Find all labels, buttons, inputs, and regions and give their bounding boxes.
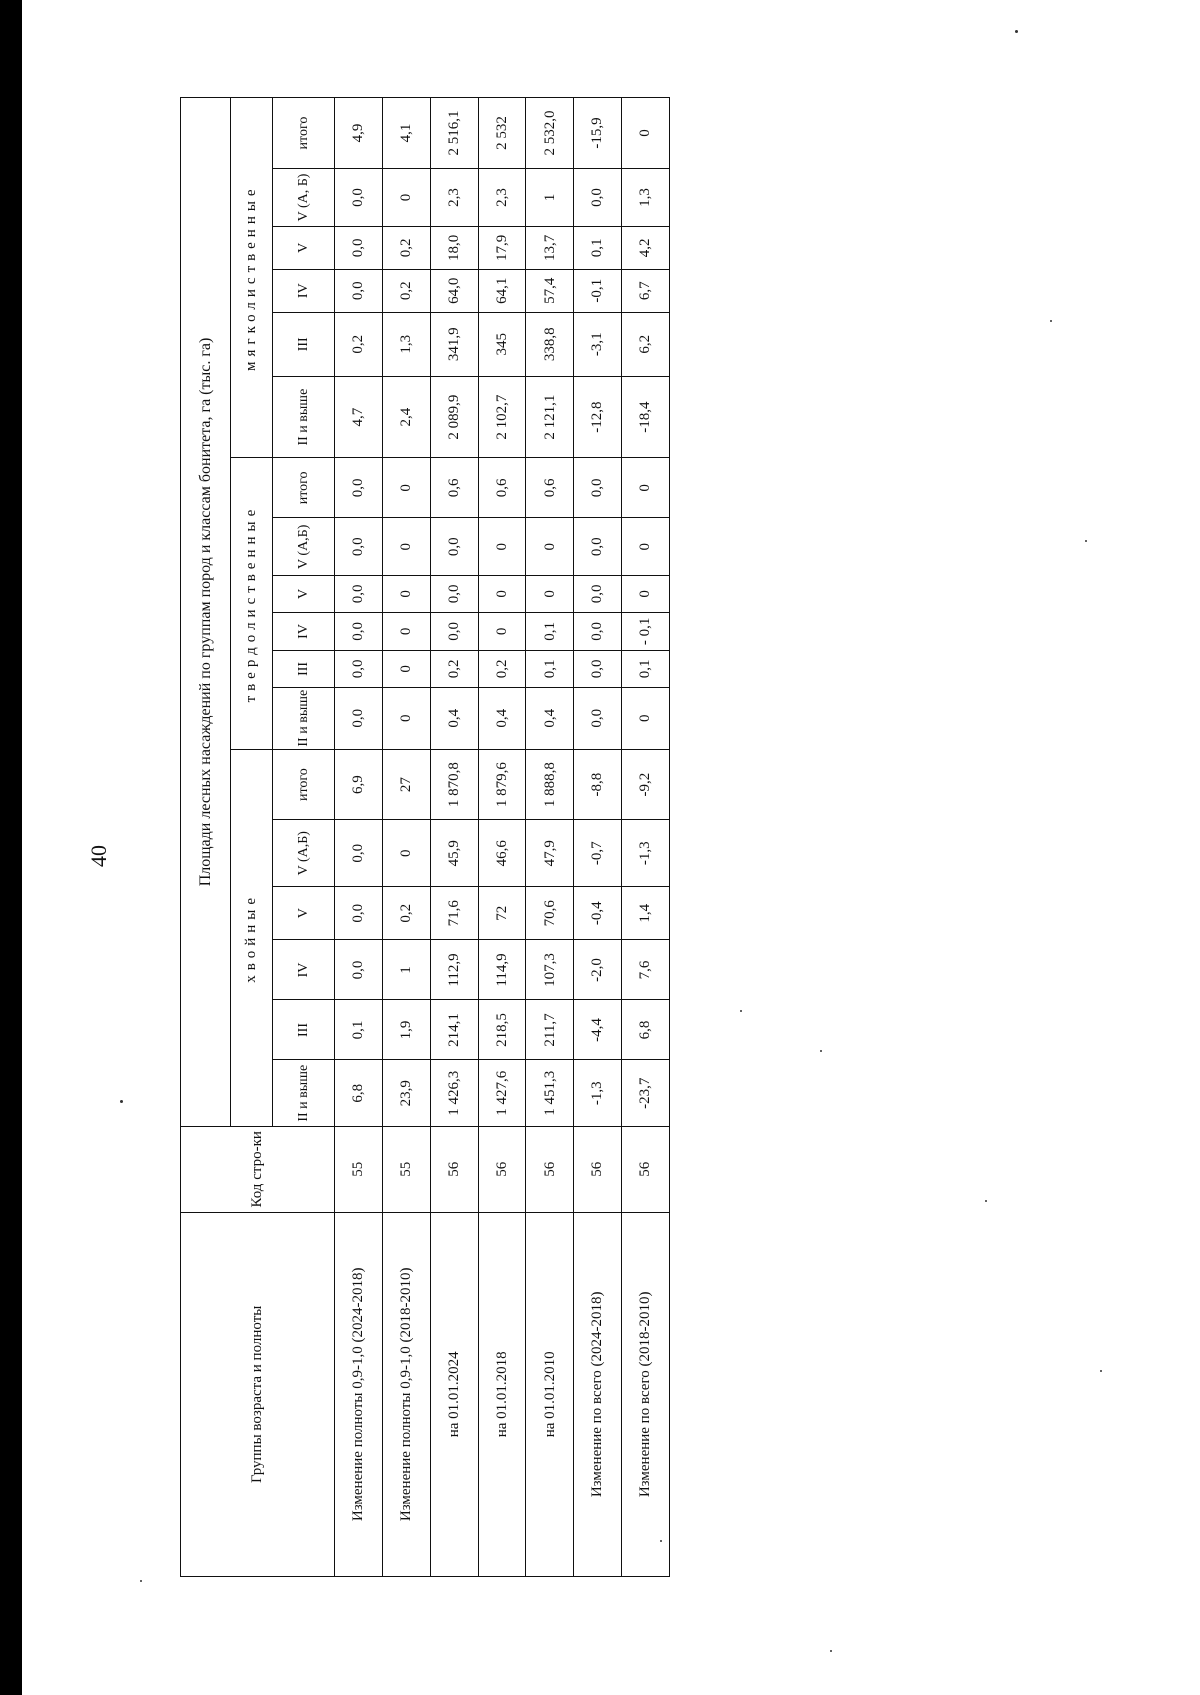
table-cell: 17,9 [478,226,526,269]
scan-speck [660,1540,662,1542]
table-cell: 0 [382,576,430,612]
table-cell: 2,3 [430,169,478,227]
bonitet-class-header: итого [273,749,335,820]
table-row [574,98,622,1577]
table-cell: 2,3 [478,169,526,227]
table-cell: 0,4 [478,687,526,749]
table-cell: 2,4 [382,376,430,457]
species-group-header: твердолиственные [231,458,273,749]
table-cell: 0 [622,98,670,169]
table-cell: 0,0 [335,687,383,749]
table-cell: 0,0 [335,576,383,612]
table-cell: 0,0 [574,651,622,687]
scan-speck [830,1650,832,1652]
bonitet-class-header: IV [273,940,335,1000]
table-cell: 341,9 [430,312,478,376]
page-number: 40 [86,845,111,867]
scan-speck [740,1010,742,1012]
bonitet-class-header: IV [273,612,335,651]
table-cell: 0 [382,518,430,576]
table-cell: 0,0 [335,940,383,1000]
table-cell: 0,0 [430,612,478,651]
table-cell: 13,7 [526,226,574,269]
table-cell: 0 [478,576,526,612]
table-cell: 0,4 [526,687,574,749]
row-label: на 01.01.2024 [430,1212,478,1576]
table-cell: 0 [622,518,670,576]
table-cell: 0 [526,576,574,612]
table-cell: 2 532,0 [526,98,574,169]
table-cell: 64,1 [478,269,526,312]
species-group-header: хвойные [231,749,273,1126]
table-cell: 1 426,3 [430,1060,478,1126]
table-cell: 0,6 [478,458,526,518]
table-row [335,98,383,1577]
table-cell: 211,7 [526,1000,574,1060]
bonitet-class-header: II и выше [273,687,335,749]
table-cell: 0,0 [574,687,622,749]
table-cell: 0,1 [574,226,622,269]
table-cell: 27 [382,749,430,820]
table-cell: -3,1 [574,312,622,376]
table-cell: 70,6 [526,886,574,940]
table-cell: 45,9 [430,820,478,886]
scan-speck [1050,320,1052,322]
table-cell: 0,0 [574,458,622,518]
table-cell: 6,8 [622,1000,670,1060]
bonitet-class-header: II и выше [273,1060,335,1126]
table-cell: -12,8 [574,376,622,457]
row-code: 56 [430,1126,478,1212]
table-cell: 0,1 [622,651,670,687]
table-cell: 4,2 [622,226,670,269]
header-groups-label: Группы возраста и полноты [181,1212,335,1576]
table-cell: 0 [382,612,430,651]
table-cell: 0 [382,687,430,749]
table-cell: 0 [526,518,574,576]
rotated-table-container [180,97,670,1577]
table-cell: 1,3 [622,169,670,227]
table-cell: -0,7 [574,820,622,886]
table-cell: 0,2 [382,226,430,269]
row-code: 56 [622,1126,670,1212]
table-wrap [180,97,670,1577]
table-cell: 0,0 [574,612,622,651]
scan-speck [1100,1370,1102,1372]
forest-area-table [180,97,670,1577]
table-cell: 0,0 [335,169,383,227]
table-cell: 0 [622,458,670,518]
table-cell: 0,1 [526,612,574,651]
table-cell: 0,6 [430,458,478,518]
table-cell: 0 [382,820,430,886]
table-cell: 0,2 [478,651,526,687]
table-cell: -8,8 [574,749,622,820]
table-cell: 1,9 [382,1000,430,1060]
table-cell: 0,2 [335,312,383,376]
table-cell: 345 [478,312,526,376]
table-cell: 0,0 [335,226,383,269]
row-label: Изменение по всего (2018-2010) [622,1212,670,1576]
table-row [526,98,574,1577]
table-cell: 4,7 [335,376,383,457]
table-cell: -0,4 [574,886,622,940]
scan-speck [1015,30,1018,33]
table-cell: 57,4 [526,269,574,312]
table-cell: -4,4 [574,1000,622,1060]
row-code: 55 [335,1126,383,1212]
table-cell: 2 516,1 [430,98,478,169]
row-label: Изменение по всего (2024-2018) [574,1212,622,1576]
table-cell: 0,6 [526,458,574,518]
table-cell: -23,7 [622,1060,670,1126]
table-cell: 0 [382,651,430,687]
scan-speck [1085,540,1087,542]
row-code: 55 [382,1126,430,1212]
bonitet-class-header: V (А, Б) [273,169,335,227]
table-cell: 1 888,8 [526,749,574,820]
header-code-label: Код стро-ки [181,1126,335,1212]
table-cell: 0,0 [574,576,622,612]
table-cell: 0,1 [335,1000,383,1060]
bonitet-class-header: V [273,576,335,612]
table-cell: 0,0 [574,169,622,227]
table-cell: 1 [382,940,430,1000]
table-cell: 1 879,6 [478,749,526,820]
table-cell: 0,0 [430,518,478,576]
table-cell: 2 102,7 [478,376,526,457]
bonitet-class-header: V (А,Б) [273,518,335,576]
table-cell: 72 [478,886,526,940]
table-caption: Площади лесных насаждений по группам пород и классам бонитета, га (тыс. га) [181,98,231,1127]
table-row [478,98,526,1577]
row-code: 56 [526,1126,574,1212]
table-cell: 0,2 [382,886,430,940]
table-cell: 4,9 [335,98,383,169]
table-cell: 71,6 [430,886,478,940]
table-cell: 1 [526,169,574,227]
table-cell: -1,3 [622,820,670,886]
table-cell: 46,6 [478,820,526,886]
table-cell: 1 427,6 [478,1060,526,1126]
table-cell: 0,2 [430,651,478,687]
bonitet-class-header: V [273,886,335,940]
table-cell: 0 [382,169,430,227]
species-group-header: мягколиственные [231,98,273,458]
row-label: Изменение полноты 0,9-1,0 (2018-2010) [382,1212,430,1576]
table-cell: 0,0 [335,651,383,687]
table-cell: 0,0 [430,576,478,612]
bonitet-class-header: V [273,226,335,269]
table-cell: 114,9 [478,940,526,1000]
table-cell: 2 089,9 [430,376,478,457]
table-cell: 0 [622,687,670,749]
table-cell: 0,0 [335,458,383,518]
table-cell: 0 [382,458,430,518]
table-cell: 7,6 [622,940,670,1000]
scan-speck [820,1050,822,1052]
bonitet-class-header: итого [273,98,335,169]
scan-speck [985,1200,987,1202]
row-code: 56 [574,1126,622,1212]
table-cell: - 0,1 [622,612,670,651]
bonitet-class-header: IV [273,269,335,312]
table-cell: 112,9 [430,940,478,1000]
table-cell: 1 451,3 [526,1060,574,1126]
table-cell: 0,4 [430,687,478,749]
table-cell: 6,2 [622,312,670,376]
table-cell: 1 870,8 [430,749,478,820]
table-cell: 0 [478,518,526,576]
table-cell: 107,3 [526,940,574,1000]
scan-speck [140,1580,142,1582]
table-cell: 218,5 [478,1000,526,1060]
table-cell: -1,3 [574,1060,622,1126]
table-cell: 0,0 [574,518,622,576]
bonitet-class-header: III [273,651,335,687]
table-cell: 0,0 [335,612,383,651]
table-cell: 0,0 [335,269,383,312]
table-cell: 1,3 [382,312,430,376]
bonitet-class-header: II и выше [273,376,335,457]
table-cell: 1,4 [622,886,670,940]
table-cell: 47,9 [526,820,574,886]
table-cell: 6,8 [335,1060,383,1126]
table-cell: 0,0 [335,518,383,576]
table-cell: 6,7 [622,269,670,312]
table-cell: 0 [478,612,526,651]
table-cell: 2 121,1 [526,376,574,457]
table-cell: 0,2 [382,269,430,312]
table-cell: -9,2 [622,749,670,820]
table-cell: 0 [622,576,670,612]
table-cell: 0,0 [335,886,383,940]
row-code: 56 [478,1126,526,1212]
bonitet-class-header: III [273,1000,335,1060]
table-cell: 0,0 [335,820,383,886]
bonitet-class-header: III [273,312,335,376]
row-label: на 01.01.2010 [526,1212,574,1576]
table-cell: 23,9 [382,1060,430,1126]
table-cell: -2,0 [574,940,622,1000]
bonitet-class-header: итого [273,458,335,518]
scan-speck [120,1100,123,1103]
table-cell: 0,1 [526,651,574,687]
bonitet-class-header: V (А,Б) [273,820,335,886]
table-cell: 64,0 [430,269,478,312]
table-cell: 338,8 [526,312,574,376]
table-row [622,98,670,1577]
row-label: на 01.01.2018 [478,1212,526,1576]
table-cell: -18,4 [622,376,670,457]
table-row [430,98,478,1577]
table-cell: 2 532 [478,98,526,169]
table-cell: -0,1 [574,269,622,312]
table-cell: -15,9 [574,98,622,169]
scan-page-edge [0,0,22,1695]
table-cell: 214,1 [430,1000,478,1060]
table-cell: 18,0 [430,226,478,269]
table-row [382,98,430,1577]
table-cell: 6,9 [335,749,383,820]
table-cell: 4,1 [382,98,430,169]
row-label: Изменение полноты 0,9-1,0 (2024-2018) [335,1212,383,1576]
